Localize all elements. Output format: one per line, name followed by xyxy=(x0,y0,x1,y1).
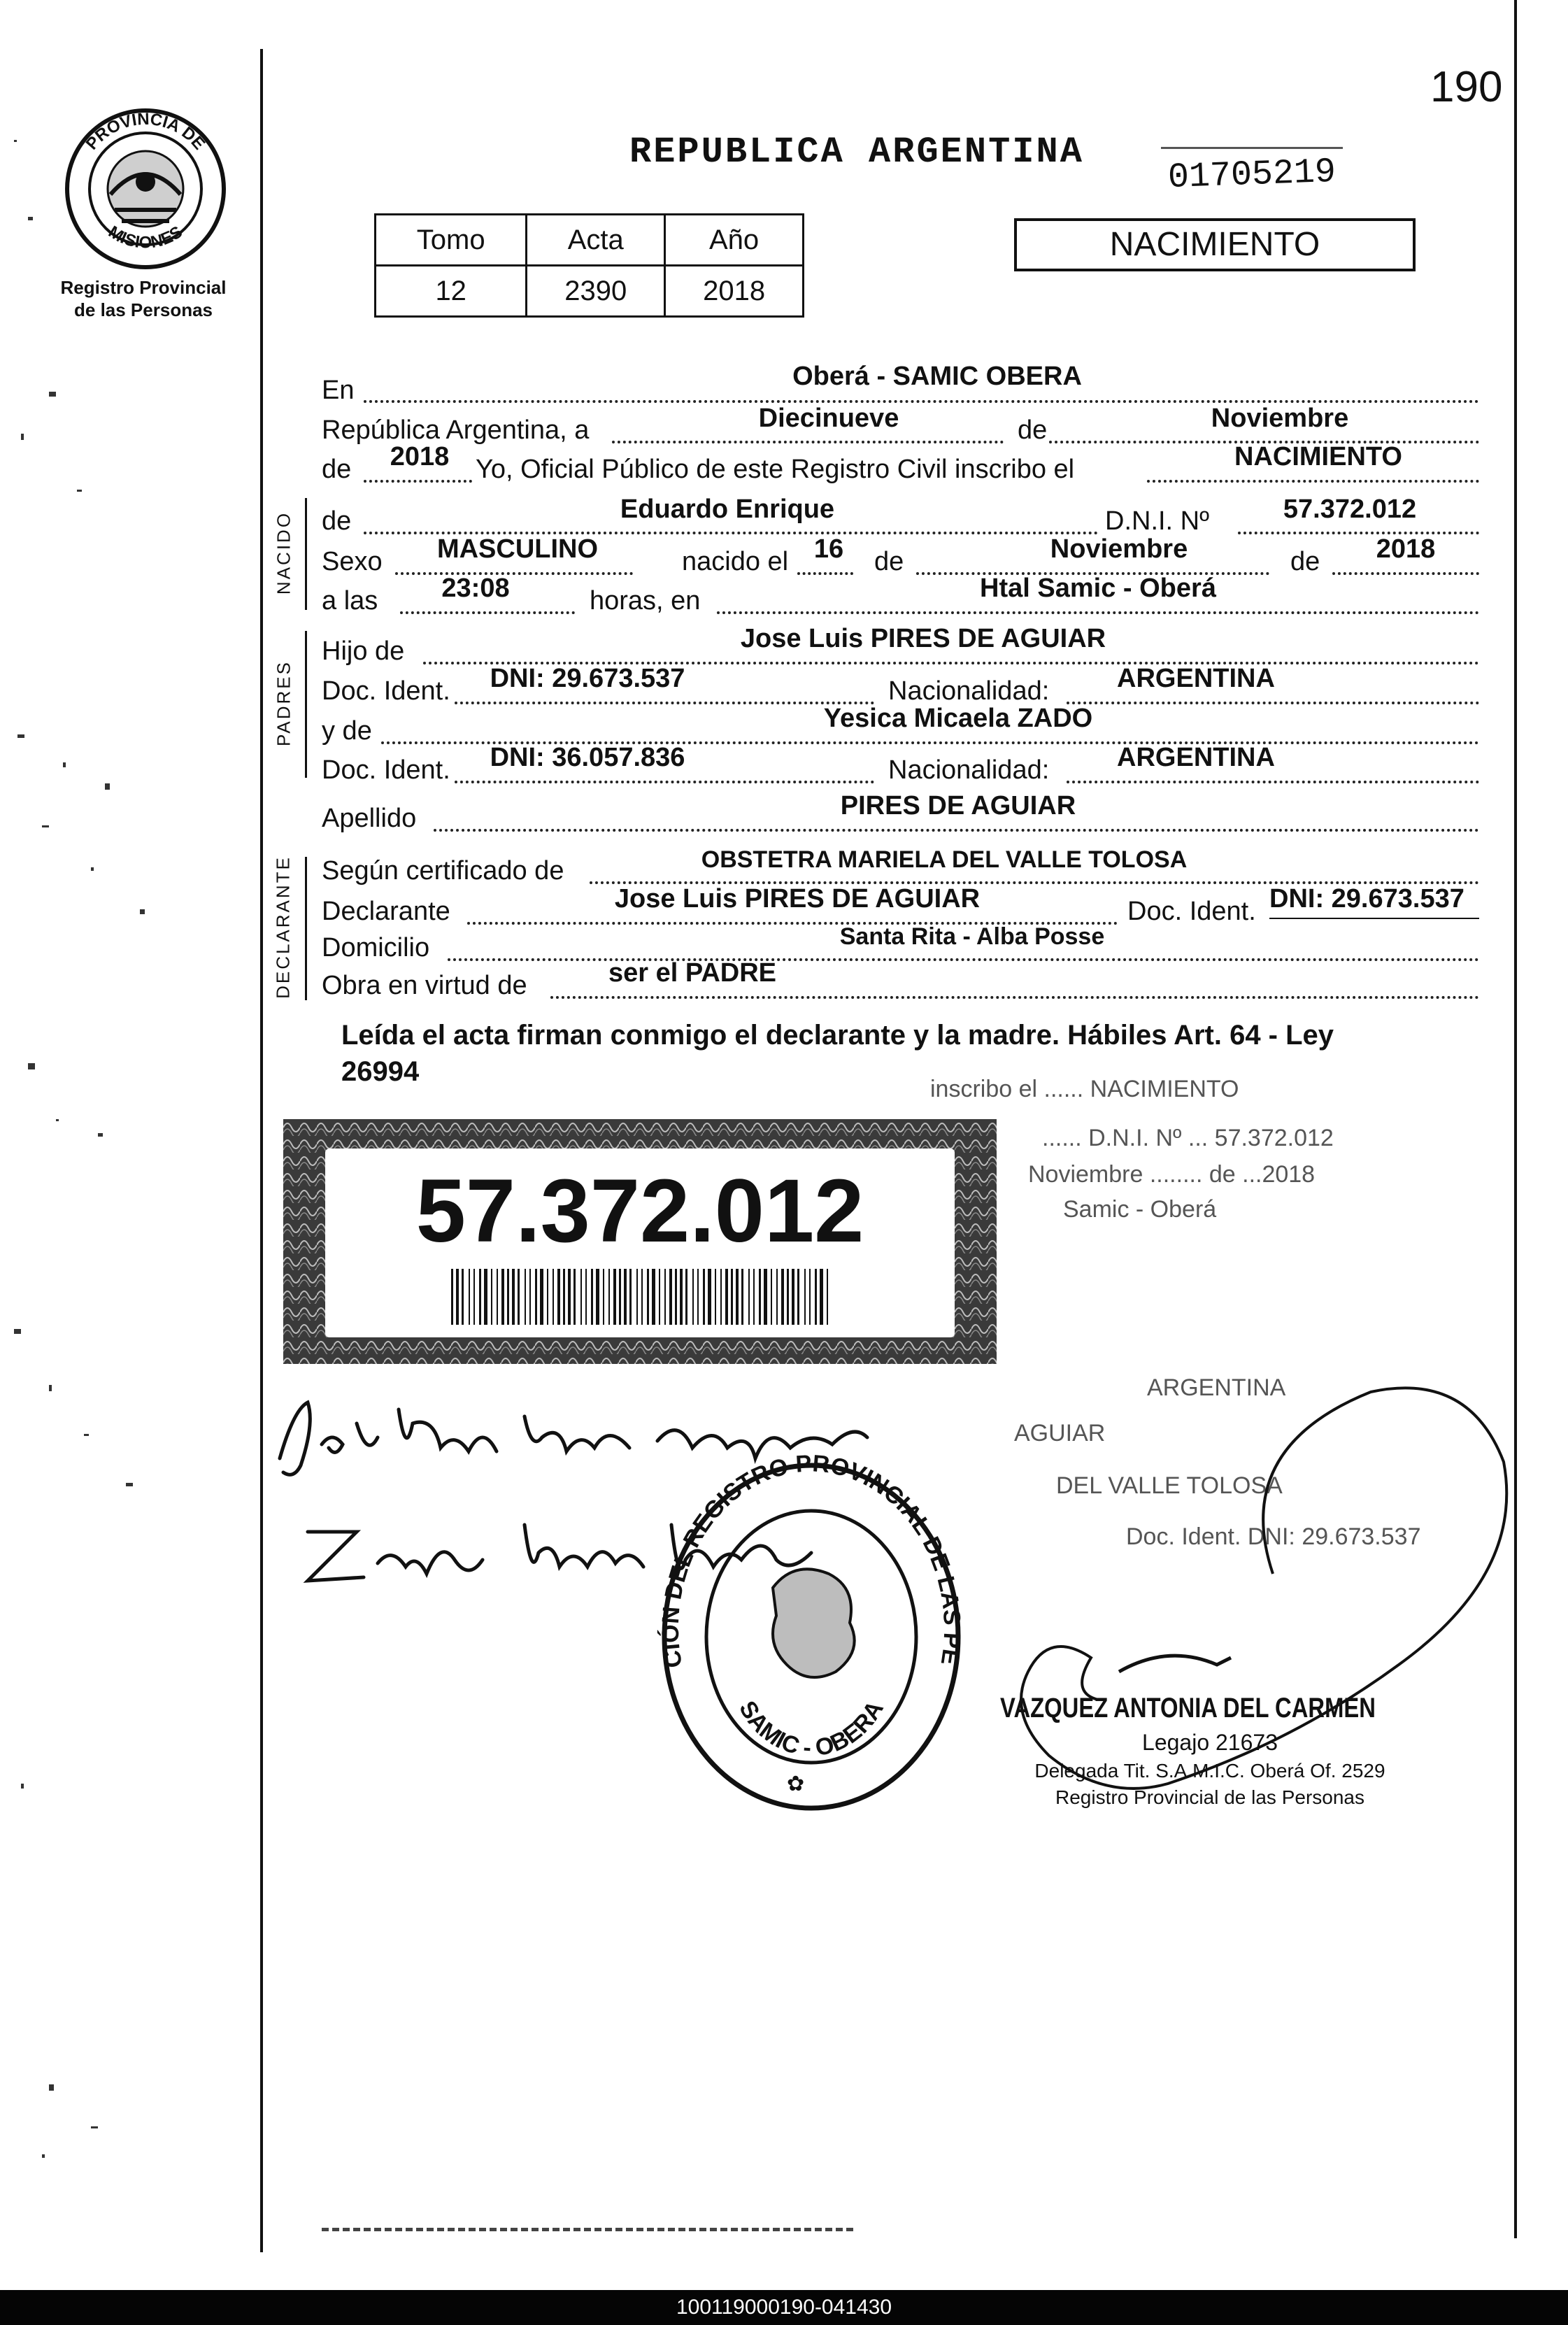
barcode-bar xyxy=(568,1269,571,1325)
obra-label: Obra en virtud de xyxy=(322,971,527,1000)
barcode-bar xyxy=(680,1269,683,1325)
acta-value: 2390 xyxy=(527,266,665,317)
sexo-label: Sexo xyxy=(322,547,383,576)
padres-section-label: PADRES xyxy=(273,660,294,746)
barcode-bar xyxy=(647,1269,649,1325)
official-registry: Registro Provincial de las Personas xyxy=(1055,1786,1364,1808)
barcode-bar xyxy=(715,1269,716,1325)
nacido-de-label: de xyxy=(322,506,352,536)
officer-text: Yo, Oficial Público de este Registro Civil inscribo el xyxy=(476,455,1075,484)
place-value: Oberá - SAMIC OBERA xyxy=(792,362,1082,391)
barcode-bar xyxy=(501,1269,504,1325)
barcode-bar xyxy=(675,1269,677,1325)
barcode-bar xyxy=(580,1269,582,1325)
barcode-bar xyxy=(725,1269,728,1325)
anio-header: Año xyxy=(665,215,804,266)
barcode-bar xyxy=(469,1269,470,1325)
barcode-bar xyxy=(697,1269,699,1325)
barcode-bar xyxy=(525,1269,526,1325)
dni-sticker xyxy=(283,1119,997,1364)
domicilio-label: Domicilio xyxy=(322,933,430,962)
barcode-bar xyxy=(512,1269,515,1325)
barcode-bar xyxy=(764,1269,767,1325)
left-margin-line xyxy=(260,49,263,2252)
country-title: REPUBLICA ARGENTINA xyxy=(629,131,1084,173)
de-label-1: de xyxy=(1018,415,1048,445)
serial-underline xyxy=(1161,147,1343,149)
official-name: VAZQUEZ ANTONIA DEL CARMEN xyxy=(1000,1693,1376,1723)
declarante-value: Jose Luis PIRES DE AGUIAR xyxy=(614,884,981,913)
registry-seal xyxy=(62,105,229,273)
scan-speck xyxy=(28,217,33,220)
year-value: 2018 xyxy=(390,442,450,471)
barcode-bar xyxy=(497,1269,498,1325)
scan-speck xyxy=(42,825,49,827)
scan-speck xyxy=(56,1119,59,1121)
stamp-inner-text: SAMIC - OBERA xyxy=(734,1696,889,1762)
barcode-bar xyxy=(608,1269,610,1325)
cert-label: Según certificado de xyxy=(322,856,564,886)
acta-header: Acta xyxy=(527,215,665,266)
bleed-text-4: Samic - Oberá xyxy=(1063,1196,1217,1223)
right-margin-line xyxy=(1514,0,1517,2238)
scan-speck xyxy=(14,140,17,142)
hora-dots xyxy=(400,611,575,614)
scan-speck xyxy=(84,1434,89,1436)
doc-type-label: NACIMIENTO xyxy=(1109,226,1320,263)
declarante-bracket xyxy=(305,857,307,1000)
dni-sticker-inner xyxy=(325,1149,955,1337)
scan-speck xyxy=(28,1063,35,1069)
barcode-bar xyxy=(585,1269,587,1325)
barcode-bar xyxy=(815,1269,817,1325)
obra-value: ser el PADRE xyxy=(608,958,777,988)
barcode-bar xyxy=(518,1269,520,1325)
birth-year-dots xyxy=(1332,572,1479,575)
birth-day-value: 16 xyxy=(813,534,844,564)
padre-value: Jose Luis PIRES DE AGUIAR xyxy=(740,624,1106,653)
barcode-bar xyxy=(613,1269,616,1325)
day-words-value: Diecinueve xyxy=(758,404,899,433)
apellido-label: Apellido xyxy=(322,804,417,833)
barcode-bar xyxy=(741,1269,743,1325)
page-number: 190 xyxy=(1430,63,1503,111)
domicilio-value: Santa Rita - Alba Posse xyxy=(839,923,1105,950)
document-id: 100119000190-041430 xyxy=(676,2296,892,2319)
barcode-bar xyxy=(792,1269,794,1325)
barcode-bar xyxy=(563,1269,565,1325)
hijo-de-label: Hijo de xyxy=(322,637,405,666)
doc-type-box xyxy=(1014,218,1416,271)
dni-sticker-number: 57.372.012 xyxy=(415,1161,864,1261)
declarante-label: Declarante xyxy=(322,897,450,926)
barcode-bar xyxy=(529,1269,531,1325)
barcode-bar xyxy=(473,1269,475,1325)
barcode-bar xyxy=(659,1269,660,1325)
barcode-bar xyxy=(759,1269,761,1325)
madre-nac-value: ARGENTINA xyxy=(1117,743,1275,772)
nacido-bracket xyxy=(305,498,307,610)
nacido-section-label: NACIDO xyxy=(273,511,294,595)
a-las-label: a las xyxy=(322,586,378,616)
birth-month-value: Noviembre xyxy=(1050,534,1188,564)
barcode-bar xyxy=(557,1269,560,1325)
bleed-text-8: Doc. Ident. DNI: 29.673.537 xyxy=(1126,1523,1421,1550)
sexo-value: MASCULINO xyxy=(436,534,599,564)
scan-speck xyxy=(98,1133,103,1137)
tomo-value: 12 xyxy=(376,266,527,317)
apellido-dots xyxy=(434,829,1479,832)
barcode-bar xyxy=(540,1269,543,1325)
horas-en-label: horas, en xyxy=(590,586,701,616)
barcode-bar xyxy=(462,1269,464,1325)
apellido-value: PIRES DE AGUIAR xyxy=(840,791,1076,820)
scan-speck xyxy=(91,867,94,871)
barcode-bar xyxy=(685,1269,687,1325)
madre-nac-dots xyxy=(1067,781,1479,783)
barcode-bar xyxy=(451,1269,453,1325)
lugar-value: Htal Samic - Oberá xyxy=(980,574,1216,603)
barcode-bar xyxy=(787,1269,789,1325)
barcode-bar xyxy=(708,1269,711,1325)
declarante-section-label: DECLARANTE xyxy=(272,855,294,999)
scan-speck xyxy=(21,1784,24,1789)
dni-label: D.N.I. Nº xyxy=(1105,506,1209,536)
barcode-bar xyxy=(535,1269,537,1325)
svg-text:✿: ✿ xyxy=(787,1772,805,1796)
scan-speck xyxy=(17,734,24,738)
seal-top-text: PROVINCIA DE xyxy=(82,109,209,154)
barcode-bar xyxy=(771,1269,772,1325)
official-stamp xyxy=(1000,1693,1420,1809)
scan-speck xyxy=(91,2126,98,2128)
barcode-bar xyxy=(776,1269,778,1325)
stamp-outer-text: CIÓN DEL REGISTRO PROVINCIAL DE LAS PE xyxy=(657,1455,966,1670)
barcode-bar xyxy=(591,1269,593,1325)
scan-speck xyxy=(49,1385,52,1391)
padre-nac-value: ARGENTINA xyxy=(1117,664,1275,693)
month-value: Noviembre xyxy=(1211,404,1349,433)
bleed-text-6: AGUIAR xyxy=(1014,1420,1106,1446)
nacido-de-label-2: de xyxy=(874,547,904,576)
obra-dots xyxy=(550,996,1479,999)
declarante-doc-value: DNI: 29.673.537 xyxy=(1269,884,1464,913)
act-value: NACIMIENTO xyxy=(1234,442,1402,471)
nacido-de-label-3: de xyxy=(1290,547,1320,576)
barcode-bar xyxy=(692,1269,694,1325)
en-label: En xyxy=(322,376,355,405)
barcode-bar xyxy=(603,1269,604,1325)
barcode-bar xyxy=(720,1269,722,1325)
tomo-header: Tomo xyxy=(376,215,527,266)
republica-dots xyxy=(612,441,1004,443)
declarante-doc-label: Doc. Ident. xyxy=(1127,897,1256,926)
madre-nac-label: Nacionalidad: xyxy=(888,755,1050,785)
closing-line-2: 26994 xyxy=(341,1056,420,1087)
y-de-label: y de xyxy=(322,716,372,746)
registry-name xyxy=(28,276,259,321)
lugar-dots xyxy=(717,611,1479,614)
declarante-doc-underline xyxy=(1269,918,1479,919)
bleed-text-7: DEL VALLE TOLOSA xyxy=(1056,1472,1283,1499)
scan-speck xyxy=(14,1329,21,1334)
nacido-el-label: nacido el xyxy=(682,547,789,576)
child-name-value: Eduardo Enrique xyxy=(620,495,835,524)
barcode-bar xyxy=(753,1269,755,1325)
barcode-bar xyxy=(641,1269,643,1325)
bottom-faint-line xyxy=(322,2228,853,2231)
padre-doc-label: Doc. Ident. xyxy=(322,676,450,706)
barcode-bar xyxy=(547,1269,548,1325)
barcode-bar xyxy=(619,1269,621,1325)
madre-doc-value: DNI: 36.057.836 xyxy=(490,743,685,772)
day-dots xyxy=(797,572,853,575)
child-dni-value: 57.372.012 xyxy=(1283,495,1417,524)
barcode-bar xyxy=(573,1269,576,1325)
barcode-bar xyxy=(507,1269,509,1325)
scan-speck xyxy=(77,490,82,492)
padre-doc-value: DNI: 29.673.537 xyxy=(490,664,685,693)
barcode-bar xyxy=(748,1269,750,1325)
padre-nac-dots xyxy=(1067,702,1479,704)
anio-value: 2018 xyxy=(665,266,804,317)
scan-speck xyxy=(126,1483,133,1486)
scan-speck xyxy=(21,434,24,440)
barcode-bar xyxy=(553,1269,554,1325)
barcode-bar xyxy=(703,1269,705,1325)
barcode-bar xyxy=(629,1269,632,1325)
barcode-bar xyxy=(491,1269,492,1325)
official-role: Delegada Tit. S.A.M.I.C. Oberá Of. 2529 xyxy=(1034,1760,1385,1782)
dni-barcode xyxy=(451,1269,829,1325)
hora-value: 23:08 xyxy=(441,574,510,603)
tomo-acta-table xyxy=(374,213,804,318)
seal-bottom-text: MISIONES xyxy=(105,222,186,253)
barcode-bar xyxy=(652,1269,655,1325)
barcode-bar xyxy=(484,1269,487,1325)
closing-line-1: Leída el acta firman conmigo el declarante y la madre. Hábiles Art. 64 - Ley xyxy=(341,1020,1334,1051)
madre-doc-dots xyxy=(455,781,874,783)
padres-bracket xyxy=(305,631,307,778)
registry-name-line1: Registro Provincial xyxy=(60,277,227,298)
birth-year-value: 2018 xyxy=(1376,534,1436,564)
bleed-text-2: ...... D.N.I. Nº ... 57.372.012 xyxy=(1042,1125,1334,1151)
act-dots xyxy=(1147,480,1479,483)
padre-nac-label: Nacionalidad: xyxy=(888,676,1050,706)
barcode-bar xyxy=(664,1269,666,1325)
barcode-bar xyxy=(456,1269,459,1325)
barcode-bar xyxy=(624,1269,627,1325)
serial-number: 01705219 xyxy=(1167,152,1337,199)
barcode-bar xyxy=(596,1269,599,1325)
barcode-bar xyxy=(636,1269,638,1325)
cert-value: OBSTETRA MARIELA DEL VALLE TOLOSA xyxy=(701,846,1188,873)
madre-value: Yesica Micaela ZADO xyxy=(823,704,1093,733)
official-legajo: Legajo 21673 xyxy=(1142,1730,1278,1755)
barcode-bar xyxy=(781,1269,784,1325)
barcode-bar xyxy=(731,1269,733,1325)
document-id-bar xyxy=(0,2290,1568,2325)
scan-speck xyxy=(140,909,145,914)
barcode-bar xyxy=(804,1269,806,1325)
barcode-bar xyxy=(736,1269,739,1325)
barcode-bar xyxy=(827,1269,828,1325)
scan-speck xyxy=(49,2084,54,2091)
de-label-2: de xyxy=(322,455,352,484)
bleed-text-1: inscribo el ...... NACIMIENTO xyxy=(930,1076,1239,1102)
barcode-bar xyxy=(820,1269,823,1325)
year-dots xyxy=(364,480,472,483)
republica-label: República Argentina, a xyxy=(322,415,590,445)
scan-speck xyxy=(105,783,110,790)
barcode-bar xyxy=(797,1269,799,1325)
scan-speck xyxy=(63,762,66,767)
madre-doc-label: Doc. Ident. xyxy=(322,755,450,785)
barcode-bar xyxy=(479,1269,481,1325)
barcode-bar xyxy=(809,1269,811,1325)
barcode-bar xyxy=(669,1269,672,1325)
scan-speck xyxy=(49,392,56,397)
scan-speck xyxy=(42,2154,45,2158)
bleed-text-3: Noviembre ........ de ...2018 xyxy=(1028,1161,1316,1188)
registry-name-line2: de las Personas xyxy=(74,299,213,320)
bleed-text-5: ARGENTINA xyxy=(1147,1374,1286,1401)
